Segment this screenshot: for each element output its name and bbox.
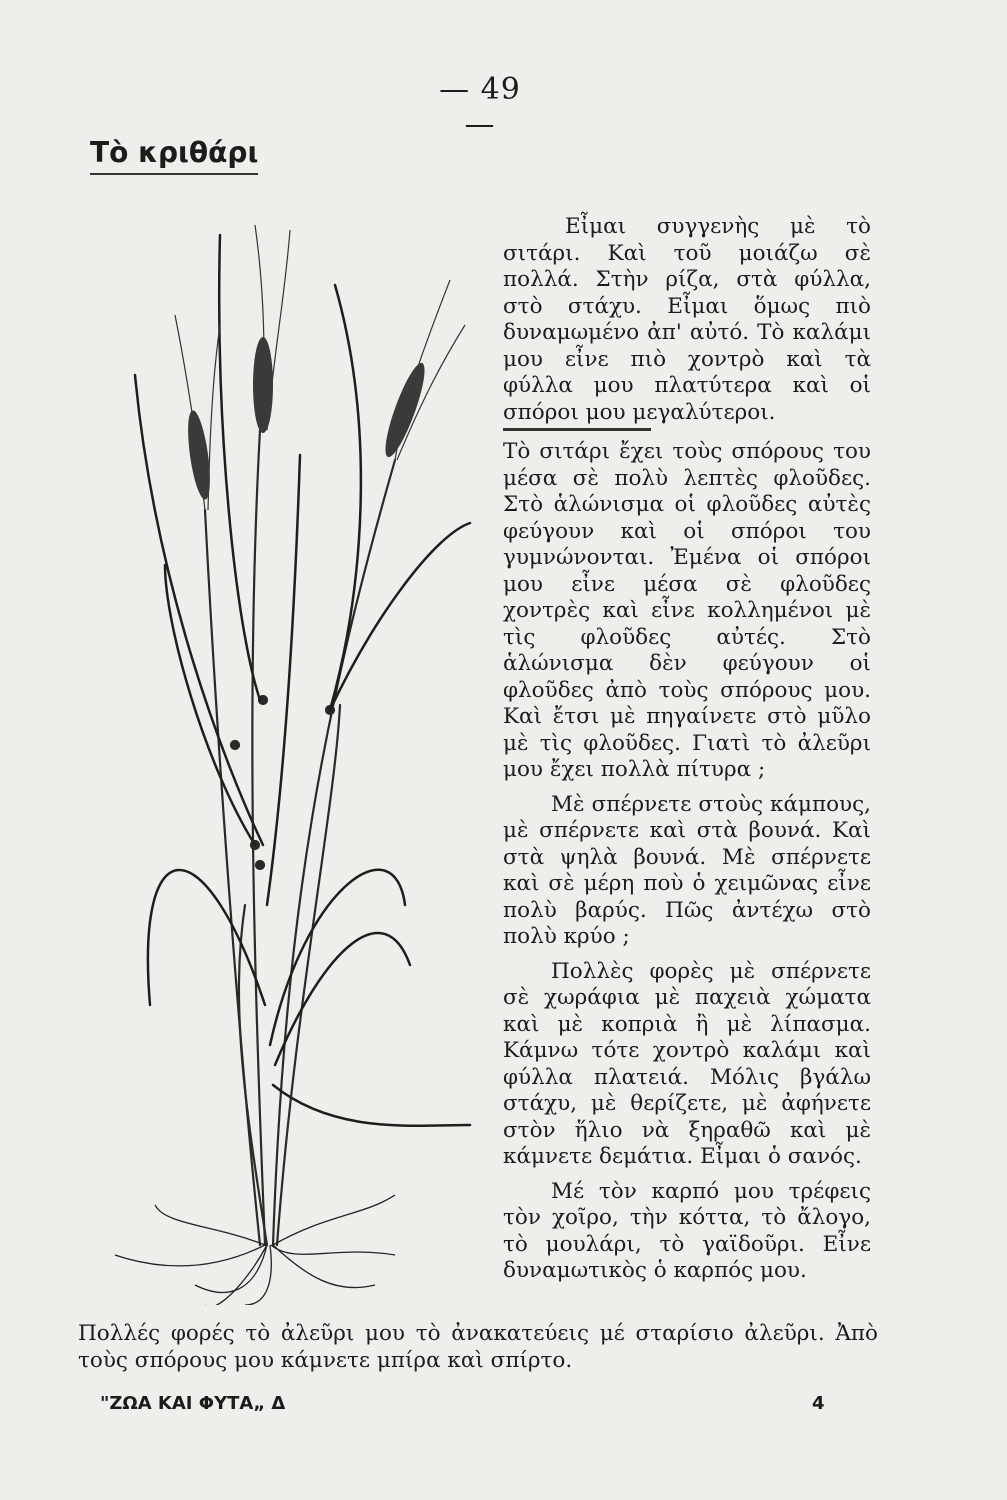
- paragraph: Μὲ σπέρνετε στοὺς κάμπους, μὲ σπέρνετε καὶ στὰ βουνά. Καὶ στὰ ψηλὰ βουνά. Μὲ σπέρνετε καὶ σὲ μέρη ποὺ ὁ χειμῶνας εἶνε πολὺ βαρύς. Πῶς ἀντέχω στὸ πολὺ κρύο ;: [503, 791, 871, 949]
- paragraph: Τὸ σιτάρι ἔχει τοὺς σπόρους του μέσα σὲ πολὺ λεπτὲς φλοῦδες. Στὸ ἁλώνισμα οἱ φλοῦδες αὐτὲς φεύγουν καὶ οἱ σπόροι του γυμνώνονται. Ἐμένα οἱ σπόροι μου εἶνε μέσα σὲ φλοῦδες χοντρὲς καὶ εἶνε κολλημένοι μὲ τὶς φλοῦδες αὐτές. Στὸ ἁλώνισμα δὲν φεύγουν οἱ φλοῦδες ἀπὸ τοὺς σπόρους μου. Καὶ ἔτσι μὲ πηγαίνετε στὸ μῦλο μὲ τὶς φλοῦδες. Γιατὶ τὸ ἀλεῦρι μου ἔχει πολλὰ πίτυρα ;: [503, 439, 871, 782]
- closing-line: τοὺς σπόρους μου κάμνετε μπίρα καὶ σπίρτο.: [78, 1348, 573, 1373]
- page-number: — 49 —: [439, 72, 521, 142]
- paragraph: Μέ τὸν καρπό μου τρέφεις τὸν χοῖρο, τὴν κόττα, τὸ ἄλογο, τὸ μουλάρι, τὸ γαϊδοῦρι. Εἶνε δυναμωτικὸς ὁ καρπός μου.: [503, 1178, 871, 1283]
- paragraph: Πολλὲς φορὲς μὲ σπέρνετε σὲ χωράφια μὲ παχειὰ χώματα καὶ μὲ κοπριὰ ἢ μὲ λίπασμα. Κάμνω τότε χοντρὸ καλάμι καὶ φύλλα πλατειά. Μόλις βγάλω στάχυ, μὲ θερίζετε, μὲ ἀφήνετε στὸν ἥλιο νὰ ξηραθῶ καὶ μὲ κάμνετε δεμάτια. Εἶμαι ὁ σανός.: [503, 958, 871, 1169]
- closing-line: Πολλές φορές τὸ ἀλεῦρι μου τὸ ἀνακατεύεις μέ σταρίσιο ἀλεῦρι. Ἀπὸ: [78, 1321, 878, 1346]
- book-title: "ΖΩΑ ΚΑΙ ΦΥΤΑ„ Δ: [100, 1393, 286, 1414]
- divider: [503, 428, 651, 431]
- signature-mark: 4: [812, 1393, 825, 1414]
- book-footer: [100, 1393, 860, 1414]
- closing-text: [78, 1320, 878, 1374]
- page-title: Τὸ κριθάρι: [90, 136, 258, 175]
- article-text: [503, 214, 871, 1285]
- barley-plant-illustration: [95, 205, 485, 1305]
- paragraph: Εἶμαι συγγενὴς μὲ τὸ σιτάρι. Καὶ τοῦ μοιάζω σὲ πολλά. Στὴν ρίζα, στὰ φύλλα, στὸ στάχυ. Εἶμαι ὅμως πιὸ δυναμωμένο ἀπ' αὐτό. Τὸ καλάμι μου εἶνε πιὸ χοντρὸ καὶ τὰ φύλλα μου πλατύτερα καὶ οἱ σπόροι μου μεγαλύτεροι.: [503, 214, 871, 425]
